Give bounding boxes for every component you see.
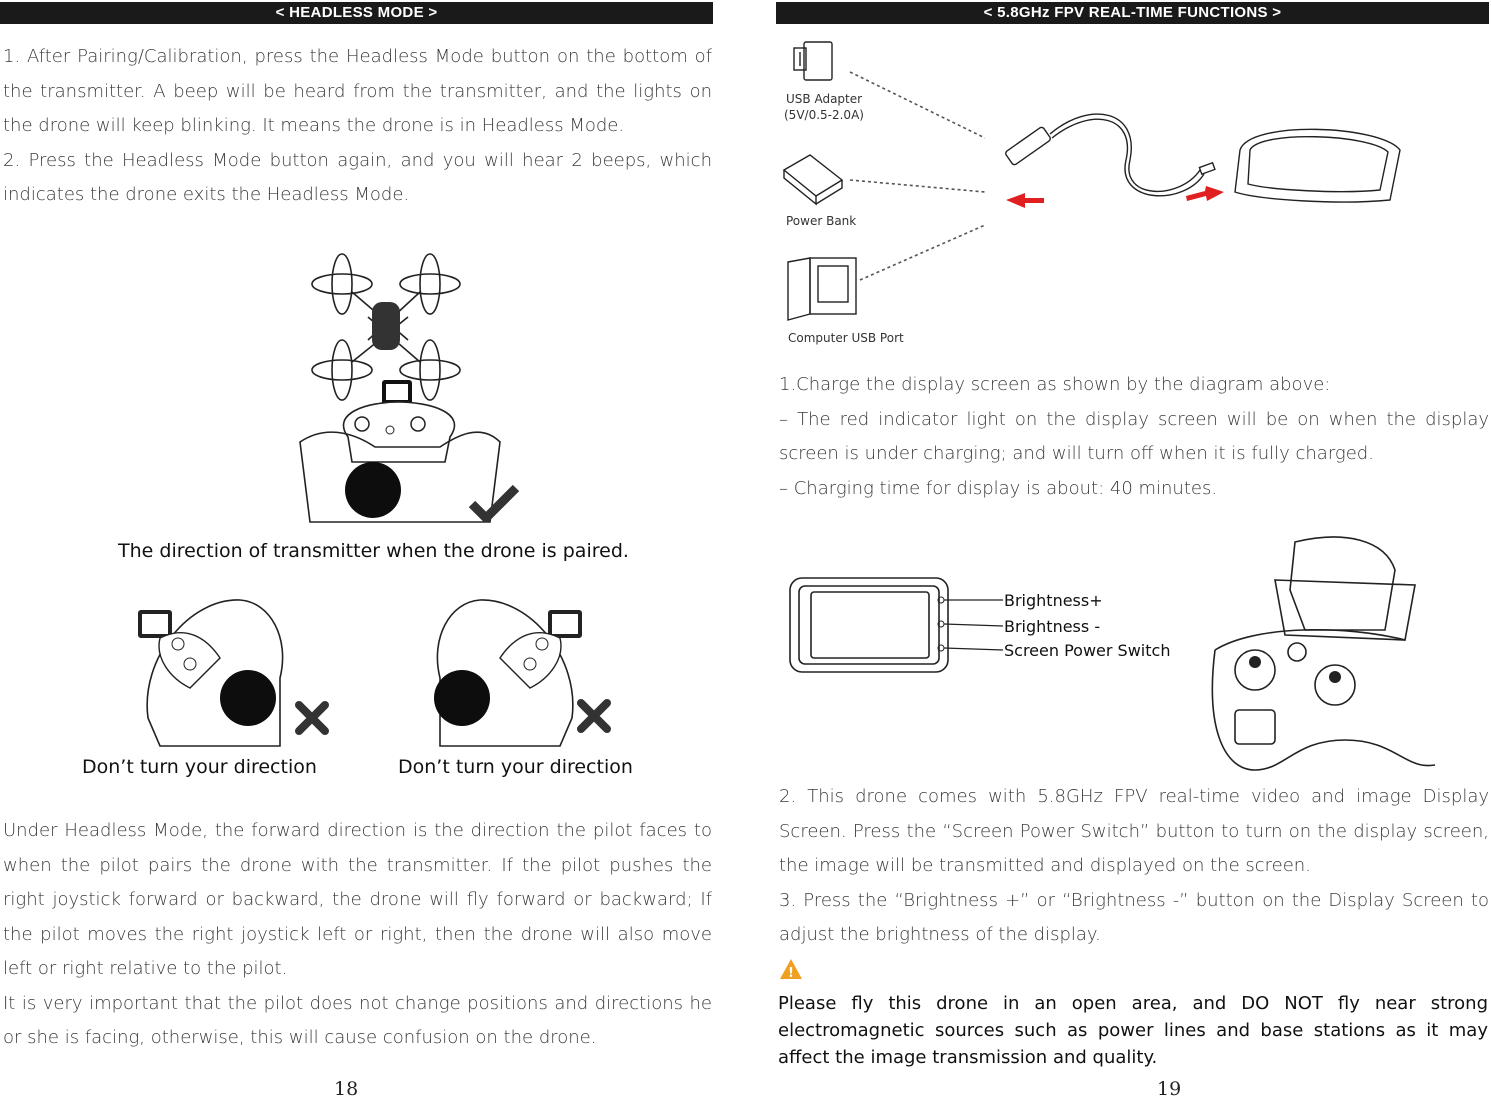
- warning-symbol: !: [788, 966, 794, 981]
- charge-instructions: [779, 368, 1489, 506]
- page-number-left: 18: [334, 1078, 359, 1100]
- body-paragraph-1: Under Headless Mode, the forward direction is the direction the pilot faces to when the pilot pairs the drone with the transmitter. If the pilot pushes the right joystick forward or backward, the drone will fly forward or backward; If the pilot moves the right joystick left or right, then the drone will also move left or right relative to the pilot.: [3, 820, 712, 979]
- paired-caption: The direction of transmitter when the drone is paired.: [118, 540, 629, 562]
- headless-intro: [3, 40, 712, 213]
- left-section-header: < HEADLESS MODE >: [0, 2, 713, 24]
- charge-indicator-note: – The red indicator light on the display screen will be on when the display screen is under charging; and will turn off when it is fully charged.: [779, 408, 1489, 464]
- warning-icon: [779, 958, 803, 980]
- display-instructions: [779, 780, 1489, 953]
- brightness-minus-label: Brightness -: [1004, 617, 1101, 636]
- right-section-header: < 5.8GHz FPV REAL-TIME FUNCTIONS >: [776, 2, 1489, 24]
- charge-step: 1.Charge the display screen as shown by the diagram above:: [779, 374, 1331, 395]
- display-step-3: 3. Press the “Brightness +” or “Brightness -” button on the Display Screen to adjust the brightness of the display.: [779, 889, 1489, 945]
- wrong-direction-right-illustration: [420, 598, 590, 748]
- screen-power-switch-label: Screen Power Switch: [1004, 641, 1171, 660]
- intro-step-1: 1. After Pairing/Calibration, press the Headless Mode button on the bottom of the transmitter. A beep will be heard from the transmitter, and the lights on the drone will keep blinking. It means the drone is in Headless Mode.: [3, 46, 712, 136]
- body-paragraph-2: It is very important that the pilot does not change positions and directions he or she is facing, otherwise, this will cause confusion on the drone.: [3, 992, 712, 1048]
- power-bank-label: Power Bank: [786, 214, 857, 228]
- usb-adapter-label: USB Adapter: [786, 92, 863, 106]
- charging-diagram: [780, 30, 1420, 330]
- charge-time-note: – Charging time for display is about: 40 minutes.: [779, 477, 1218, 499]
- wrong-direction-left-illustration: [130, 598, 300, 748]
- headless-body: [3, 814, 712, 1056]
- warning-text: Please fly this drone in an open area, and DO NOT fly near strong electromagnetic sources such as power lines and base stations as it may affect the image transmission and quality.: [778, 993, 1488, 1068]
- wrong-caption-right: Don’t turn your direction: [398, 756, 633, 778]
- computer-usb-label: Computer USB Port: [788, 331, 904, 345]
- page-number-right: 19: [1157, 1078, 1182, 1100]
- cross-icon-left: [294, 700, 330, 736]
- brightness-plus-label: Brightness+: [1004, 591, 1103, 610]
- usb-adapter-spec: (5V/0.5-2.0A): [784, 108, 864, 122]
- display-step-2: 2. This drone comes with 5.8GHz FPV real-time video and image Display Screen. Press the “Screen Power Switch” button to turn on the display screen, the image will be transmitted and displayed on the screen.: [779, 786, 1489, 876]
- wrong-caption-left: Don’t turn your direction: [82, 756, 317, 778]
- cross-icon-right: [576, 698, 612, 734]
- intro-step-2: 2. Press the Headless Mode button again, and you will hear 2 beeps, which indicates the drone exits the Headless Mode.: [3, 149, 712, 205]
- checkmark-icon: [468, 484, 520, 524]
